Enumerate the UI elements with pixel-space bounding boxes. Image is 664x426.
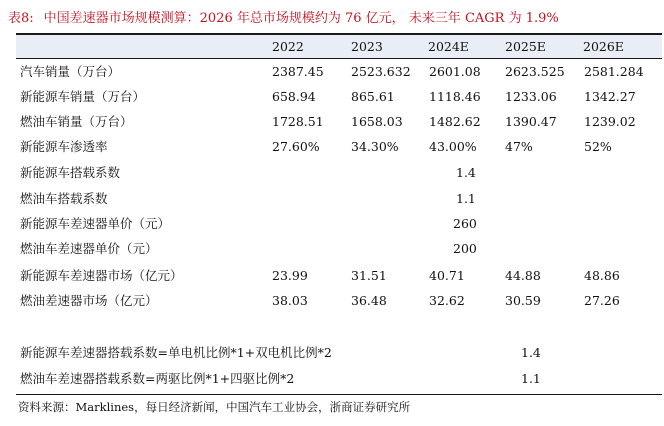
header-cell-2022: 2022 — [272, 39, 304, 54]
merged-cell: 1.4 — [456, 165, 476, 180]
row-label: 新能源车渗透率 — [20, 139, 108, 154]
table-cell: 27.60% — [272, 139, 320, 154]
table-cell: 1233.06 — [505, 89, 557, 104]
row-label: 燃油差速器市场（亿元） — [20, 293, 158, 308]
header-cell-2024e: 2024E — [428, 39, 469, 54]
table-number: 表8: — [8, 11, 34, 26]
formula-label: 新能源车差速器搭载系数=单电机比例*1+双电机比例*2 — [20, 345, 332, 360]
table-cell: 2387.45 — [272, 64, 324, 79]
table-cell: 1342.27 — [584, 89, 636, 104]
table-title — [8, 9, 658, 29]
table-cell: 47% — [505, 139, 533, 154]
formula-value: 1.1 — [521, 371, 541, 386]
table-cell: 38.03 — [272, 293, 308, 308]
row-label: 燃油车销量（万台） — [20, 114, 133, 129]
table-cell: 34.30% — [351, 139, 399, 154]
table-cell: 23.99 — [272, 268, 308, 283]
row-label: 新能源车搭载系数 — [20, 165, 121, 180]
merged-cell: 200 — [453, 241, 477, 256]
table-cell: 27.26 — [584, 293, 620, 308]
merged-cell: 1.1 — [456, 191, 476, 206]
header-cell-2026e: 2026E — [583, 39, 624, 54]
table-cell: 48.86 — [584, 268, 620, 283]
formula-label: 燃油车差速器搭载系数=两驱比例*1+四驱比例*2 — [20, 371, 295, 386]
table-cell: 1239.02 — [584, 114, 636, 129]
header-cell-2023: 2023 — [351, 39, 383, 54]
table-cell: 1390.47 — [505, 114, 557, 129]
table-cell: 2623.525 — [505, 64, 565, 79]
table-cell: 43.00% — [429, 139, 477, 154]
table-cell: 40.71 — [429, 268, 465, 283]
table-cell: 44.88 — [505, 268, 541, 283]
table-cell: 1658.03 — [351, 114, 403, 129]
table-cell: 1728.51 — [272, 114, 324, 129]
table-cell: 658.94 — [272, 89, 316, 104]
table-cell: 32.62 — [429, 293, 465, 308]
table-cell: 52% — [584, 139, 612, 154]
table-caption: 中国差速器市场规模测算：2026 年总市场规模约为 76 亿元， 未来三年 CAGR 为 1.9% — [43, 11, 559, 26]
merged-cell: 260 — [453, 216, 477, 231]
table-cell: 36.48 — [351, 293, 387, 308]
row-label: 新能源车差速器市场（亿元） — [20, 268, 183, 283]
formula-value: 1.4 — [521, 345, 541, 360]
table-cell: 2601.08 — [429, 64, 481, 79]
row-label: 燃油车搭载系数 — [20, 191, 108, 206]
row-label: 新能源车销量（万台） — [20, 89, 146, 104]
table-cell: 2581.284 — [584, 64, 644, 79]
row-label: 新能源车差速器单价（元） — [20, 216, 171, 231]
table-header-band — [16, 35, 662, 58]
table-cell: 31.51 — [351, 268, 387, 283]
table-cell: 1118.46 — [429, 89, 481, 104]
header-cell-2025e: 2025E — [505, 39, 546, 54]
table-cell: 865.61 — [351, 89, 395, 104]
table-cell: 2523.632 — [351, 64, 411, 79]
row-label: 燃油车差速器单价（元） — [20, 241, 158, 256]
table-bottom-rule — [16, 394, 662, 395]
table-cell: 30.59 — [505, 293, 541, 308]
source-note: 资料来源：Marklines，每日经济新闻，中国汽车工业协会，浙商证券研究所 — [18, 400, 411, 414]
row-label: 汽车销量（万台） — [20, 64, 121, 79]
table-cell: 1482.62 — [429, 114, 481, 129]
